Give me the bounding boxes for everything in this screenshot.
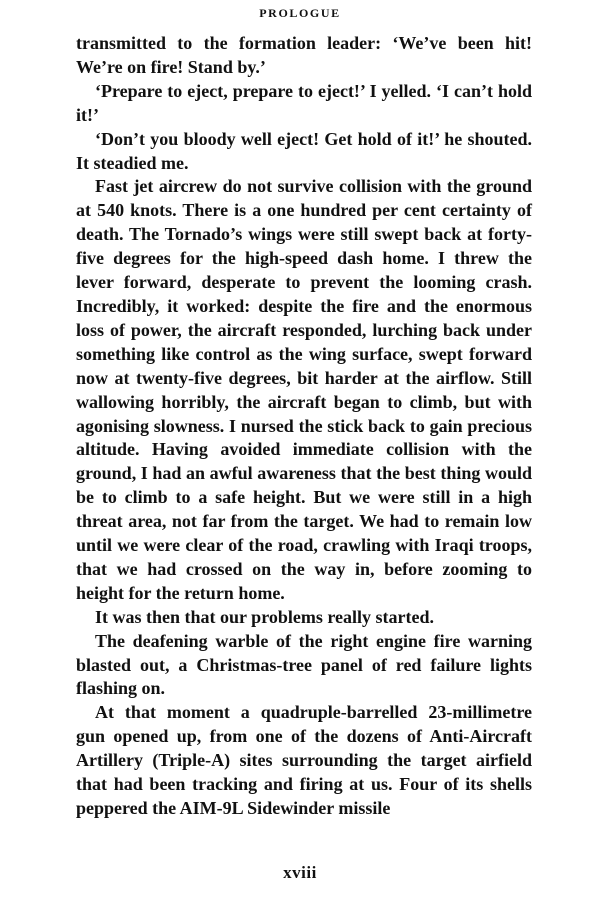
page-number: xviii xyxy=(283,863,317,882)
body-text xyxy=(76,32,532,821)
running-head: PROLOGUE xyxy=(259,6,341,20)
paragraph: ‘Don’t you bloody well eject! Get hold of it!’ he shouted. It steadied me. xyxy=(76,128,532,173)
paragraph: The deafening warble of the right engine fire warning blasted out, a Christmas-tree panel of red failure lights flashing on. xyxy=(76,630,532,699)
paragraph: At that moment a quadruple-barrelled 23-millimetre gun opened up, from one of the dozens of Anti-Aircraft Artillery (Triple-A) sites surrounding the target airfield that had been tracking and firing at us. Four of its shells peppered the AIM-9L Sidewinder missile xyxy=(76,702,532,818)
paragraph: Fast jet aircrew do not survive collision with the ground at 540 knots. There is a one hundred per cent certainty of death. The Tornado’s wings were still swept back at forty-five degrees for the high-speed dash home. I threw the lever forward, desperate to prevent the looming crash. Incredibly, it worked: despite the fire and the enormous loss of power, the aircraft responded, lurching back under something like control as the wing surface, swept forward now at twenty-five degrees, bit harder at the airflow. Still wallowing horribly, the aircraft began to climb, but with agonising slowness. I nursed the stick back to gain precious altitude. Having avoided immediate collision with the ground, I had an awful awareness that the best thing would be to climb to a safe height. But we were still in a high threat area, not far from the target. We had to remain low until we were clear of the road, crawling with Iraqi troops, that we had crossed on the way in, before zooming to height for the return home. xyxy=(76,176,532,603)
paragraph: ‘Prepare to eject, prepare to eject!’ I yelled. ‘I can’t hold it!’ xyxy=(76,80,532,125)
paragraph-continued: transmitted to the formation leader: ‘We’ve been hit! We’re on fire! Stand by.’ xyxy=(76,33,532,77)
paragraph: It was then that our problems really started. xyxy=(95,606,434,627)
